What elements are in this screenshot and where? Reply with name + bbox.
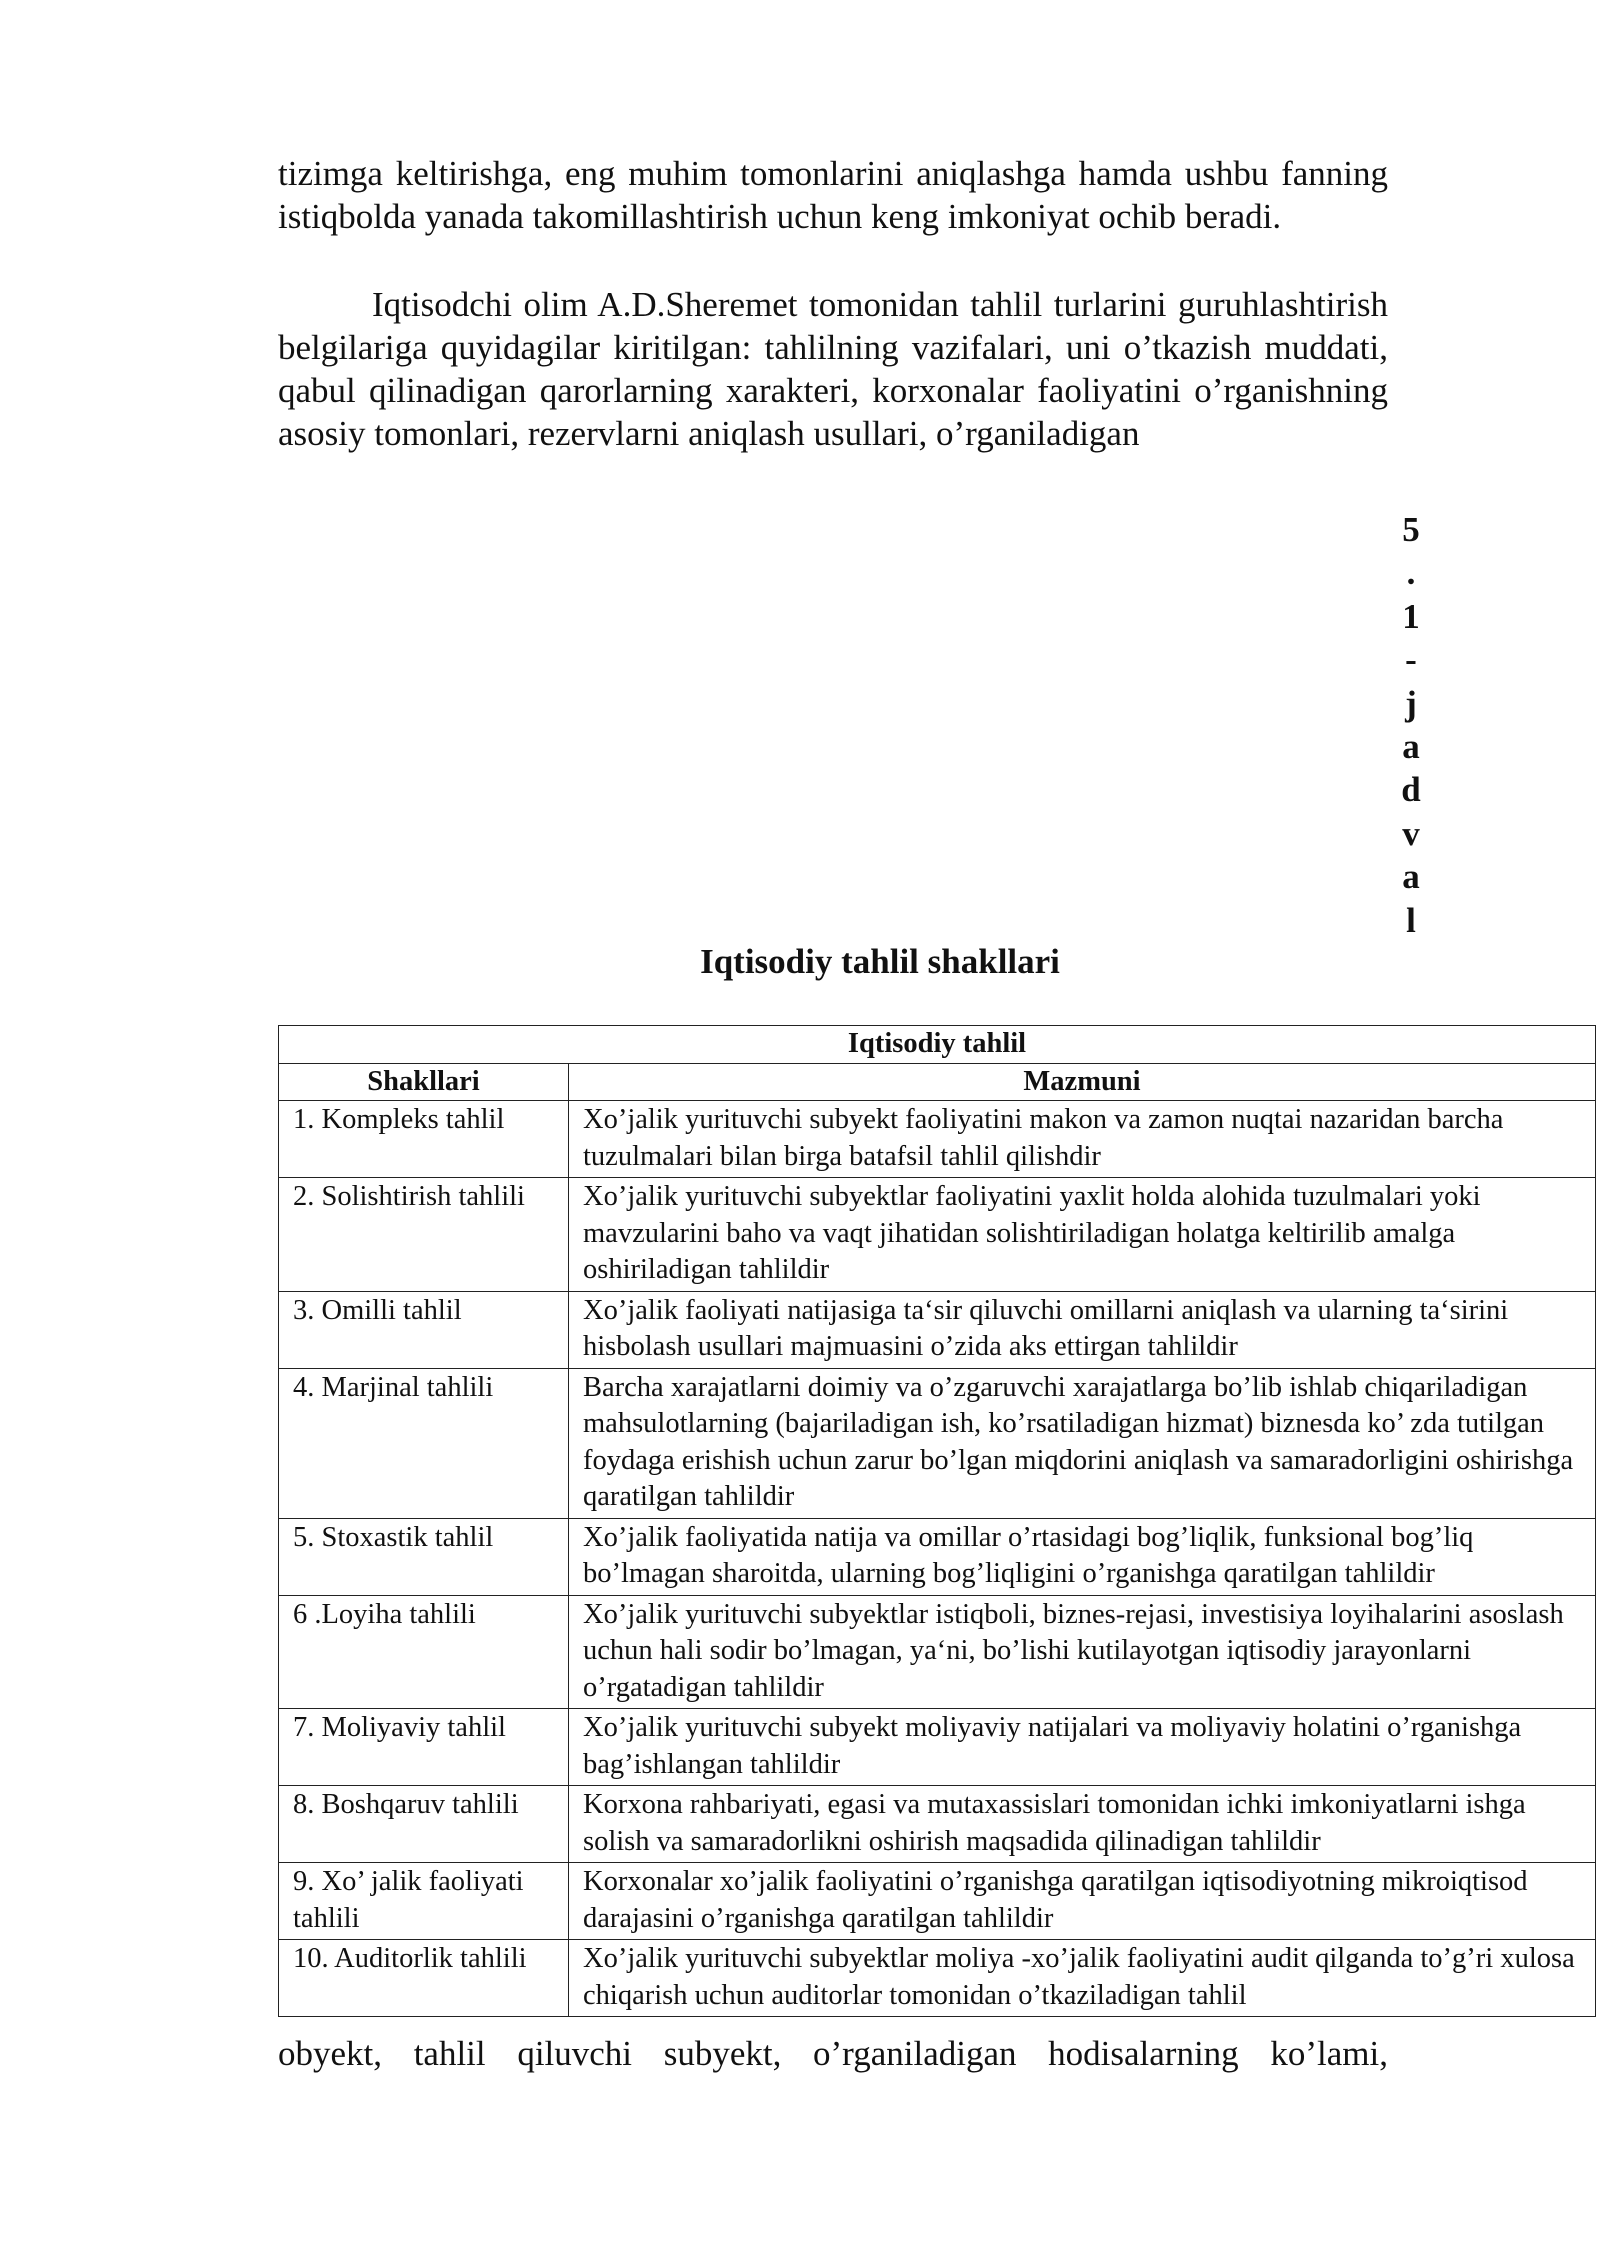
form-cell: 1. Kompleks tahlil xyxy=(279,1101,569,1178)
content-cell: Barcha xarajatlarni doimiy va o’zgaruvchi xarajatlarga bo’lib ishlab chiqariladigan mahsulotlarning (bajariladigan ish, ko’rsatiladigan hizmat) biznesda ko’ zda tutilgan foydaga erishish uchun zarur bo’lgan miqdorini aniqlash va samaradorligini oshirishga qaratilgan tahlildir xyxy=(569,1368,1596,1518)
form-cell: 6 .Loyiha tahlili xyxy=(279,1595,569,1709)
form-cell: 4. Marjinal tahlili xyxy=(279,1368,569,1518)
content-cell: Xo’jalik yurituvchi subyektlar istiqboli, biznes-rejasi, investisiya loyihalarini asoslash uchun hali sodir bo’lmagan, ya‘ni, bo’lishi kutilayotgan iqtisodiy jarayonlarni o’rgatadigan tahlildir xyxy=(569,1595,1596,1709)
table-row xyxy=(279,1178,1596,1292)
form-cell: 8. Boshqaruv tahlili xyxy=(279,1786,569,1863)
table-row xyxy=(279,1940,1596,2017)
table-label-char: 1 xyxy=(1402,596,1420,636)
table-label-char: 5 xyxy=(1402,510,1420,549)
table-label-char: a xyxy=(1402,857,1420,897)
table-row xyxy=(279,1101,1596,1178)
table-label-char: j xyxy=(1405,683,1417,723)
table-number-label xyxy=(1396,508,1426,942)
content-cell: Korxona rahbariyati, egasi va mutaxassislari tomonidan ichki imkoniyatlarni ishga solish va samaradorlikni oshirish maqsadida qilinadigan tahlildir xyxy=(569,1786,1596,1863)
form-cell: 5. Stoxastik tahlil xyxy=(279,1518,569,1595)
table-label-char: l xyxy=(1406,900,1416,940)
table-row xyxy=(279,1368,1596,1518)
content-cell: Korxonalar xo’jalik faoliyatini o’rganishga qaratilgan iqtisodiyotning mikroiqtisod darajasini o’rganishga qaratilgan tahlildir xyxy=(569,1863,1596,1940)
table-label-char: v xyxy=(1402,813,1420,853)
table-row xyxy=(279,1709,1596,1786)
table-row xyxy=(279,1786,1596,1863)
form-cell: 9. Xo’ jalik faoliyati tahlili xyxy=(279,1863,569,1940)
column-header-content: Mazmuni xyxy=(569,1063,1596,1101)
sheremet-paragraph: Iqtisodchi olim A.D.Sheremet tomonidan tahlil turlarini guruhlashtirish belgilariga quyidagilar kiritilgan: tahlilning vazifalari, uni o’tkazish muddati, qabul qilinadigan qarorlarning xarakteri, korxonalar faoliyatini o’rganishning asosiy tomonlari, rezervlarni aniqlash usullari, o’rganiladigan xyxy=(278,285,1388,453)
group-header: Iqtisodiy tahlil xyxy=(279,1026,1596,1064)
content-cell: Xo’jalik yurituvchi subyekt faoliyatini makon va zamon nuqtai nazaridan barcha tuzulmalari bilan birga batafsil tahlil qilishdir xyxy=(569,1101,1596,1178)
table-header-row xyxy=(279,1063,1596,1101)
content-cell: Xo’jalik faoliyati natijasiga ta‘sir qiluvchi omillarni aniqlash va ularning ta‘sirini hisbolash usullari majmuasini o’zida aks ettirgan tahlildir xyxy=(569,1291,1596,1368)
table-row xyxy=(279,1291,1596,1368)
table-label-char: a xyxy=(1402,726,1420,766)
table-row xyxy=(279,1518,1596,1595)
continuation-paragraph: obyekt, tahlil qiluvchi subyekt, o’rganiladigan hodisalarning ko’lami, xyxy=(278,2034,1388,2073)
table-row xyxy=(279,1595,1596,1709)
content-cell: Xo’jalik yurituvchi subyektlar moliya -xo’jalik faoliyatini audit qilganda to’g’ri xulosa chiqarish uchun auditorlar tomonidan o’tkaziladigan tahlil xyxy=(569,1940,1596,2017)
table-label-char: - xyxy=(1405,640,1417,680)
content-cell: Xo’jalik yurituvchi subyekt moliyaviy natijalari va moliyaviy holatini o’rganishga bag’ishlangan tahlildir xyxy=(569,1709,1596,1786)
intro-paragraph: tizimga keltirishga, eng muhim tomonlarini aniqlashga hamda ushbu fanning istiqbolda yanada takomillashtirish uchun keng imkoniyat ochib beradi. xyxy=(278,154,1388,236)
table-group-header-row xyxy=(279,1026,1596,1064)
form-cell: 3. Omilli tahlil xyxy=(279,1291,569,1368)
table-row xyxy=(279,1863,1596,1940)
content-cell: Xo’jalik faoliyatida natija va omillar o’rtasidagi bog’liqlik, funksional bog’liq bo’lmagan sharoitda, ularning bog’liqligini o’rganishga qaratilgan tahlildir xyxy=(569,1518,1596,1595)
column-header-forms: Shakllari xyxy=(279,1063,569,1101)
content-cell: Xo’jalik yurituvchi subyektlar faoliyatini yaxlit holda alohida tuzulmalari yoki mavzularini baho va vaqt jihatidan solishtiriladigan holatga keltirilib amalga oshiriladigan tahlildir xyxy=(569,1178,1596,1292)
form-cell: 2. Solishtirish tahlili xyxy=(279,1178,569,1292)
analysis-forms-table xyxy=(278,1025,1596,2017)
table-caption: Iqtisodiy tahlil shakllari xyxy=(700,942,1060,981)
form-cell: 10. Auditorlik tahlili xyxy=(279,1940,569,2017)
form-cell: 7. Moliyaviy tahlil xyxy=(279,1709,569,1786)
table-label-char: . xyxy=(1406,553,1416,593)
table-label-char: d xyxy=(1401,770,1421,810)
